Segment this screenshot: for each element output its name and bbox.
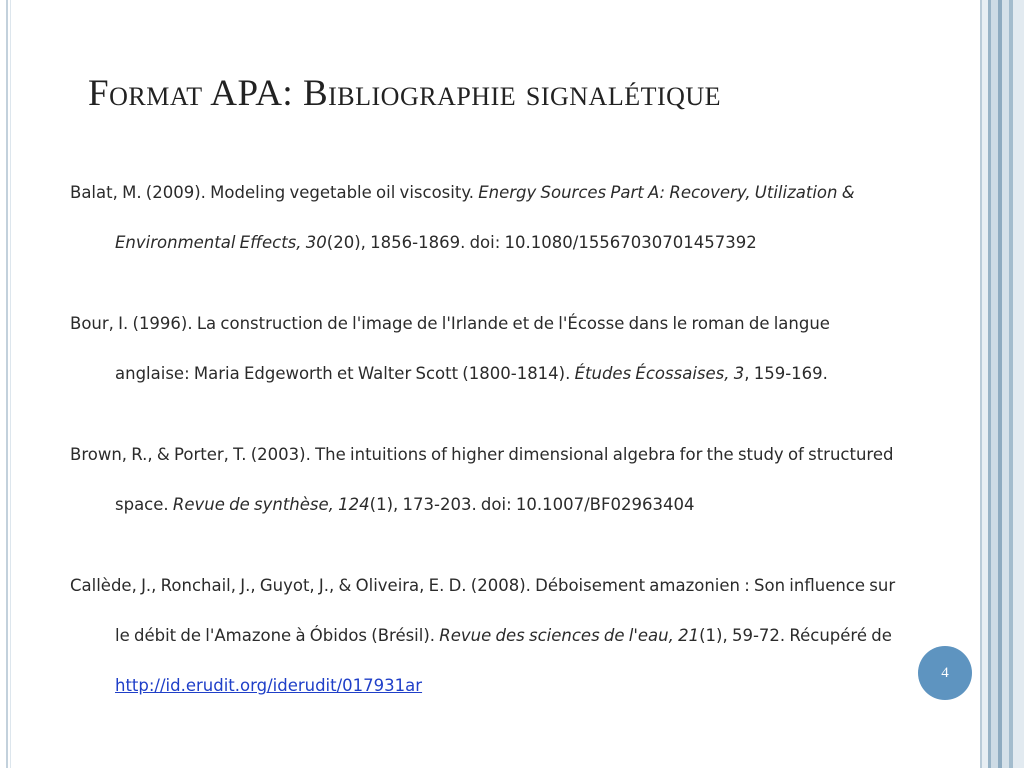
page-number-badge: 4 (918, 646, 972, 700)
reference-details: (20), 1856-1869. doi: 10.1080/15567030701457392 (326, 233, 757, 252)
reference-details: (1), 59-72. Récupéré de (699, 626, 892, 645)
reference-main-text: Callède, J., Ronchail, J., Guyot, J., & Oliveira, E. D. (2008). Déboisement amazonien : Son influence sur le débit de l'Amazone à Óbidos (Brésil). (70, 576, 896, 645)
right-decorative-frame (978, 0, 1024, 768)
left-border-line-inner (10, 0, 11, 768)
left-border-line (6, 0, 8, 768)
reference-main-text: Brown, R., & Porter, T. (2003). The intuitions of higher dimensional algebra for the study of structured space. (70, 445, 894, 514)
reference-details: (1), 173-203. doi: 10.1007/BF02963404 (369, 495, 695, 514)
reference-entry (70, 430, 900, 530)
reference-entry (70, 299, 900, 399)
reference-source: Energy Sources Part A: Recovery, Utilization & Environmental Effects, 30 (115, 183, 855, 252)
reference-url-link[interactable]: http://id.erudit.org/iderudit/017931ar (115, 676, 423, 695)
reference-entry (70, 561, 900, 711)
reference-list (70, 168, 900, 742)
reference-entry (70, 168, 900, 268)
reference-source: Études Écossaises, 3 (574, 364, 745, 383)
reference-details: , 159-169. (744, 364, 828, 383)
reference-source: Revue de synthèse, 124 (172, 495, 370, 514)
reference-source: Revue des sciences de l'eau, 21 (439, 626, 700, 645)
reference-main-text: Bour, I. (1996). La construction de l'image de l'Irlande et de l'Écosse dans le roman de langue anglaise: Maria Edgeworth et Walter Scott (1800-1814). (70, 314, 830, 383)
reference-main-text: Balat, M. (2009). Modeling vegetable oil viscosity. (70, 183, 479, 202)
slide-title: Format APA: Bibliographie signalétique (88, 73, 722, 114)
